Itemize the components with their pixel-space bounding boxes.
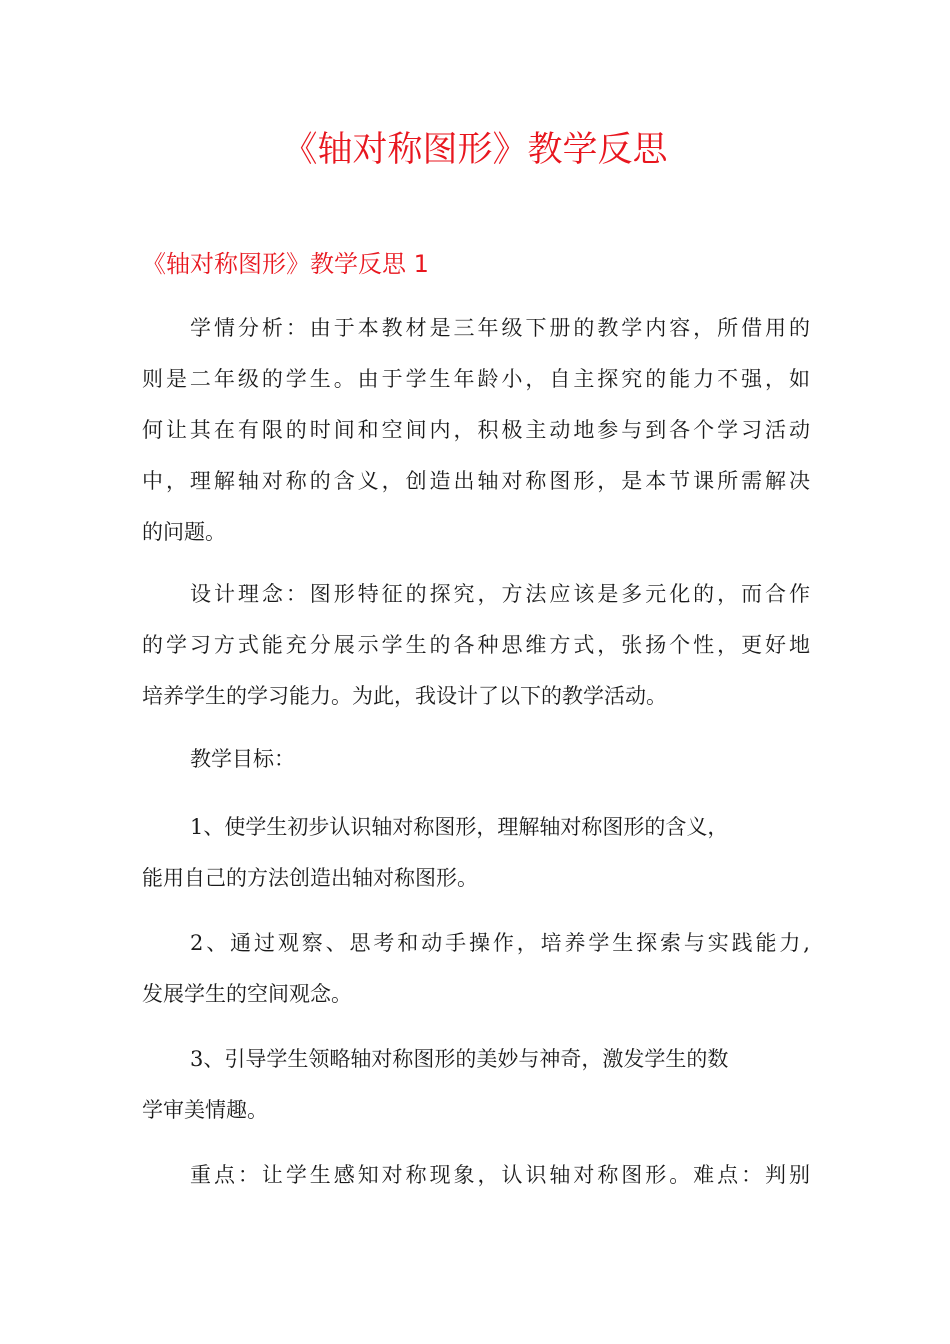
paragraph-line: 设计理念：图形特征的探究，方法应该是多元化的，而合作 [190, 582, 810, 606]
paragraph-line: 发展学生的空间观念。 [142, 982, 352, 1006]
paragraph-line: 则是二年级的学生。由于学生年龄小，自主探究的能力不强，如 [142, 367, 810, 391]
paragraph-line: 的学习方式能充分展示学生的各种思维方式，张扬个性，更好地 [142, 633, 810, 657]
paragraph-goal-2 [142, 918, 810, 1020]
paragraph-line: 2、通过观察、思考和动手操作，培养学生探索与实践能力, [190, 931, 810, 955]
paragraph-line: 培养学生的学习能力。为此，我设计了以下的教学活动。 [142, 684, 667, 708]
paragraph-teaching-goals-heading [142, 734, 810, 785]
paragraph-line: 学审美情趣。 [142, 1098, 268, 1122]
paragraph-learning-analysis [142, 303, 810, 558]
paragraph-line: 中，理解轴对称的含义，创造出轴对称图形，是本节课所需解决 [142, 469, 810, 493]
paragraph-line: 教学目标： [190, 747, 295, 771]
paragraph-line: 1、使学生初步认识轴对称图形，理解轴对称图形的含义， [190, 815, 729, 839]
paragraph-line: 学情分析：由于本教材是三年级下册的教学内容，所借用的 [190, 316, 810, 340]
paragraph-key-points [142, 1150, 810, 1201]
paragraph-design-concept [142, 569, 810, 722]
paragraph-line: 的问题。 [142, 520, 226, 544]
paragraph-line: 重点：让学生感知对称现象，认识轴对称图形。难点：判别 [190, 1163, 810, 1187]
paragraph-goal-1 [142, 802, 810, 904]
paragraph-goal-3 [142, 1034, 810, 1136]
document-title: 《轴对称图形》教学反思 [282, 130, 668, 170]
paragraph-line: 3、引导学生领略轴对称图形的美妙与神奇，激发学生的数 [190, 1047, 729, 1071]
paragraph-line: 能用自己的方法创造出轴对称图形。 [142, 866, 478, 890]
section-heading: 《轴对称图形》教学反思 1 [142, 250, 429, 278]
paragraph-line: 何让其在有限的时间和空间内，积极主动地参与到各个学习活动 [142, 418, 810, 442]
